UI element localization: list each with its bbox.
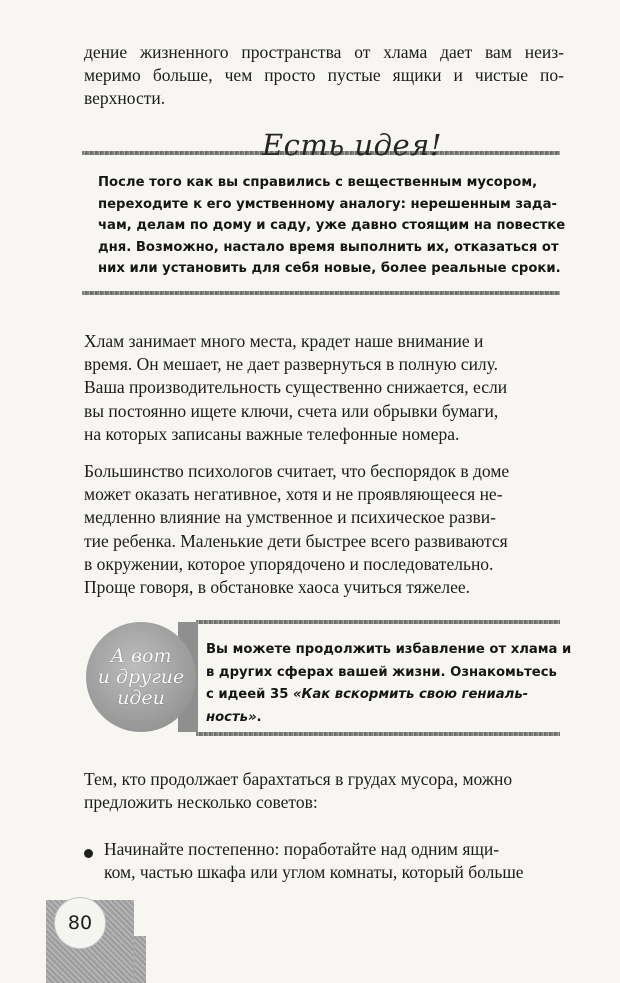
text-fragment: .	[256, 709, 262, 725]
text-fragment: с идеей 35	[206, 687, 293, 702]
other-ideas-badge	[86, 622, 198, 732]
cross-reference-title-end: ность»	[206, 709, 257, 725]
text-line: Вы можете продолжить избавление от хлама и	[206, 642, 572, 657]
idea-box-title: Есть идея!	[262, 128, 442, 162]
badge-line: и другие	[97, 665, 185, 688]
text-line: дня. Возможно, настало время выполнить их, отказаться от	[98, 239, 559, 255]
badge-circle	[86, 622, 196, 732]
text-line: Проще говоря, в обстановке хаоса учиться тяжелее.	[84, 577, 471, 598]
text-line: медленно влияние на умственное и психическое разви-	[84, 507, 496, 528]
text-line: меримо больше, чем просто пустые ящики и чистые по-	[84, 65, 564, 86]
idea-box-bottom-rule	[82, 291, 560, 295]
text-line: дение жизненного пространства от хлама дает вам неиз-	[84, 42, 564, 62]
page-number-block-step	[134, 936, 146, 983]
text-line: предложить несколько советов:	[84, 792, 318, 813]
other-ideas-bottom-rule	[196, 732, 560, 736]
cross-reference-title: «Как вскормить свою гениаль-	[292, 687, 529, 702]
text-line: Тем, кто продолжает барахтаться в грудах мусора, можно	[84, 769, 513, 789]
intro-paragraph	[84, 41, 564, 111]
text-line: Большинство психологов считает, что беспорядок в доме	[84, 461, 510, 481]
idea-box-text	[98, 172, 566, 280]
text-line: Ваша производительность существенно снижается, если	[84, 377, 508, 398]
text-line: на которых записаны важные телефонные номера.	[84, 423, 460, 444]
text-line: Начинайте постепенно: поработайте над одним ящи-	[104, 839, 500, 859]
text-line: тие ребенка. Маленькие дети быстрее всего развиваются	[84, 530, 508, 551]
text-line: вы постоянно ищете ключи, счета или обрывки бумаги,	[84, 400, 499, 421]
text-line: Хлам занимает много места, крадет наше внимание и	[84, 331, 484, 351]
text-line: время. Он мешает, не дает развернуться в полную силу.	[84, 354, 499, 375]
text-line: ком, частью шкафа или углом комнаты, который больше	[104, 862, 524, 883]
bullet-icon	[84, 849, 93, 858]
text-line: в других сферах вашей жизни. Ознакомьтесь	[206, 664, 557, 680]
text-line	[206, 707, 562, 730]
other-ideas-text	[206, 639, 572, 729]
page-number: 80	[54, 897, 106, 949]
text-line: переходите к его умственному аналогу: нерешенным зада-	[98, 196, 557, 212]
body-paragraph-2	[84, 460, 564, 599]
other-ideas-top-rule	[196, 620, 560, 624]
badge-line: идеи	[117, 686, 165, 709]
text-line: может оказать негативное, хотя и не проявляющееся не-	[84, 484, 503, 505]
text-line: После того как вы справились с вещественным мусором,	[98, 175, 538, 190]
badge-line: А вот	[110, 644, 172, 667]
text-line: чам, делам по дому и саду, уже давно стоящим на повестке	[98, 218, 566, 233]
text-line: в окружении, которое упорядочено и последовательно.	[84, 553, 494, 574]
body-paragraph-1	[84, 330, 564, 446]
body-paragraph-3	[84, 768, 564, 814]
text-line: верхности.	[84, 88, 166, 109]
text-line	[206, 684, 562, 707]
text-line: них или установить для себя новые, более реальные сроки.	[98, 261, 561, 276]
bullet-item	[104, 838, 564, 884]
